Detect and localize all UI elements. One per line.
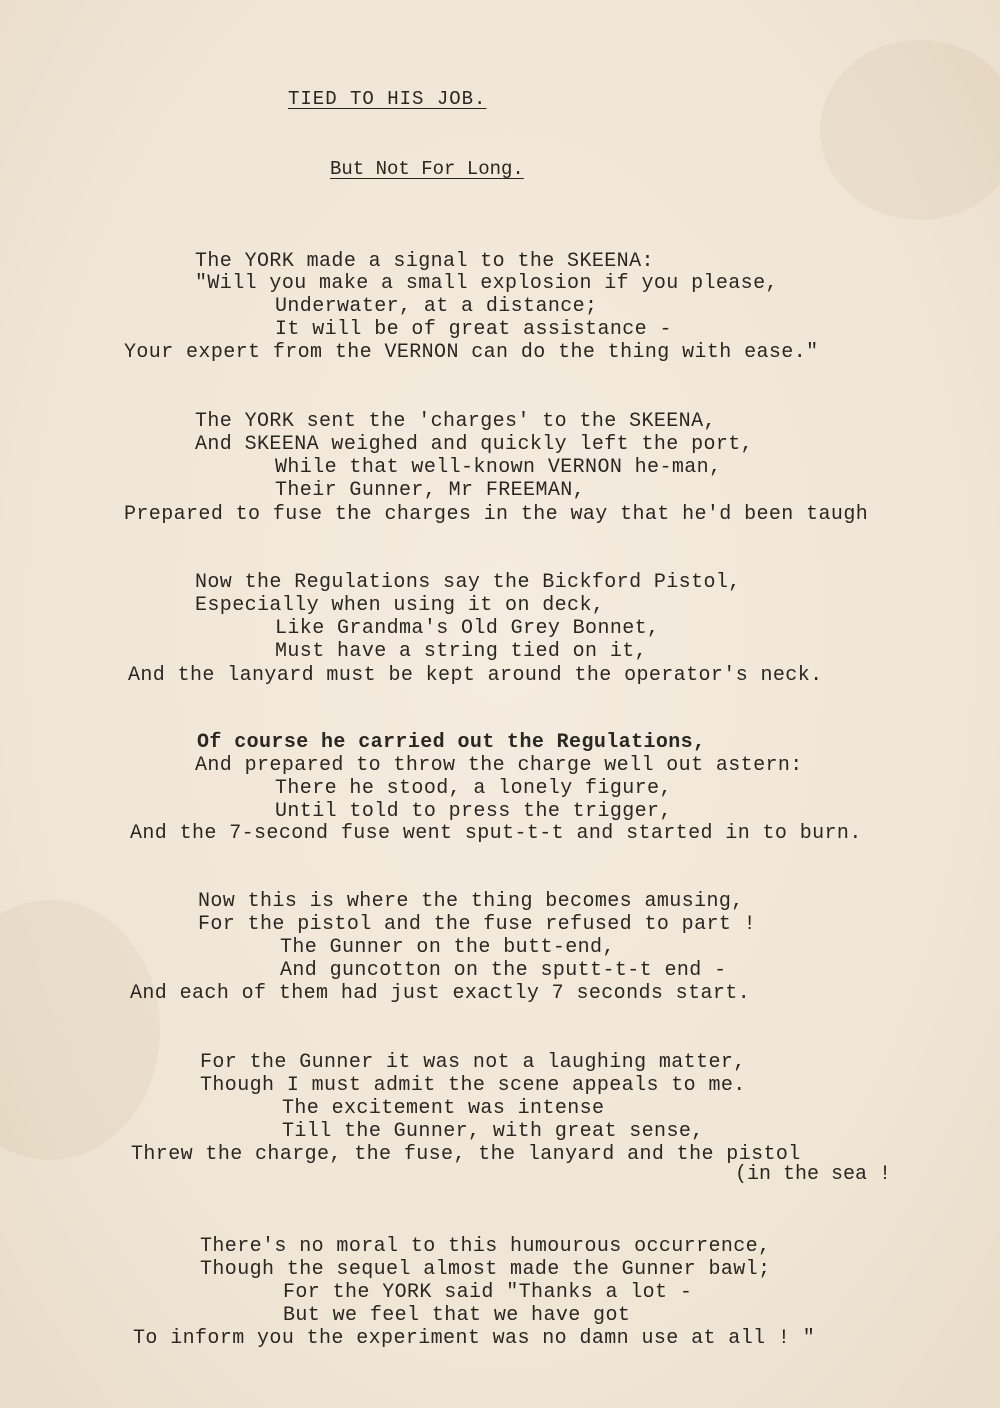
stanza-line: Especially when using it on deck, <box>195 594 605 617</box>
stanza-line: For the pistol and the fuse refused to part ! <box>198 913 757 936</box>
stanza-line: Your expert from the VERNON can do the thing with ease." <box>124 341 819 364</box>
stanza-line: The YORK sent the 'charges' to the SKEENA, <box>195 410 716 433</box>
stanza-line: The excitement was intense <box>282 1097 605 1120</box>
stanza-line: The Gunner on the butt-end, <box>280 936 615 959</box>
stanza-line: Like Grandma's Old Grey Bonnet, <box>275 617 660 640</box>
stanza-aside: (in the sea ! <box>735 1163 892 1186</box>
stanza-line: And each of them had just exactly 7 seconds start. <box>130 982 751 1005</box>
stanza-line: Their Gunner, Mr FREEMAN, <box>275 479 586 502</box>
stanza-line: To inform you the experiment was no damn use at all ! " <box>133 1327 816 1350</box>
paper-stain <box>0 900 160 1160</box>
stanza-line: The YORK made a signal to the SKEENA: <box>195 250 654 273</box>
stanza-line: Prepared to fuse the charges in the way that he'd been taugh <box>124 503 869 526</box>
stanza-line: Must have a string tied on it, <box>275 640 648 663</box>
stanza-line: While that well-known VERNON he-man, <box>275 456 722 479</box>
stanza-line: Though the sequel almost made the Gunner bawl; <box>200 1258 771 1281</box>
stanza-line: And the 7-second fuse went sput-t-t and started in to burn. <box>130 822 862 845</box>
stanza-line: Now the Regulations say the Bickford Pistol, <box>195 571 741 594</box>
stanza-line: But we feel that we have got <box>283 1304 631 1327</box>
stanza-line: And guncotton on the sputt-t-t end - <box>280 959 727 982</box>
stanza-line: Underwater, at a distance; <box>275 295 598 318</box>
stanza-line: For the YORK said "Thanks a lot - <box>283 1281 693 1304</box>
stanza-line: Of course he carried out the Regulations, <box>197 731 706 754</box>
stanza-line: It will be of great assistance - <box>275 318 672 341</box>
stanza-line: There he stood, a lonely figure, <box>275 777 672 800</box>
stanza-line: There's no moral to this humourous occurrence, <box>200 1235 771 1258</box>
stanza-line: Till the Gunner, with great sense, <box>282 1120 704 1143</box>
stanza-line: Though I must admit the scene appeals to me. <box>200 1074 746 1097</box>
stanza-line: Now this is where the thing becomes amusing, <box>198 890 744 913</box>
stanza-line: "Will you make a small explosion if you please, <box>195 272 778 295</box>
stanza-line: Until told to press the trigger, <box>275 800 672 823</box>
page-subtitle: But Not For Long. <box>330 158 524 180</box>
stanza-line: For the Gunner it was not a laughing matter, <box>200 1051 746 1074</box>
stanza-line: And prepared to throw the charge well out astern: <box>195 754 803 777</box>
paper-stain <box>820 40 1000 220</box>
page-title: TIED TO HIS JOB. <box>288 88 487 110</box>
stanza-line: And SKEENA weighed and quickly left the port, <box>195 433 754 456</box>
stanza-line: And the lanyard must be kept around the operator's neck. <box>128 664 823 687</box>
stanza-line: Threw the charge, the fuse, the lanyard and the pistol <box>131 1143 801 1166</box>
